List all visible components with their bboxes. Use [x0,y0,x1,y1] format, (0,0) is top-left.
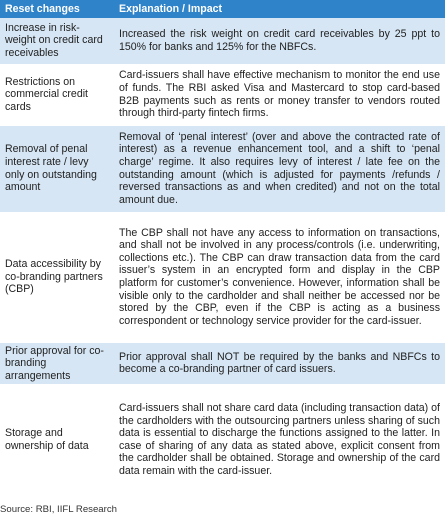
header-reset-changes: Reset changes [0,0,114,18]
source-note: Source: RBI, IIFL Research [0,504,117,515]
impact-cell: Card-issuers shall not share card data (including transaction data) of the cardholders with the outsourcing partners unless sharing of such data is essential to discharge the functions assigned to the latter. In case of sharing of any data as stated above, explicit consent from the cardholder shall be obtained. Storage and ownership of the card data remain with the card-issuer. [114,385,445,495]
impact-cell: The CBP shall not have any access to information on transactions, and shall not be involved in any process/controls (i.e. underwriting, collections etc.). The CBP can draw transaction data from the card issuer’s system in an encrypted form and display in the CBP platform for customer’s convenience. However, information shall be visible only to the cardholder and shall neither be accessed nor be stored by the CBP, even if the CBP is acting as a business correspondent or technology service provider for the card-issuer. [114,212,445,342]
reset-change-cell: Increase in risk-weight on credit card receivables [0,18,114,64]
table-row [0,18,445,64]
impact-cell: Prior approval shall NOT be required by the banks and NBFCs to become a co-branding partner of card issuers. [114,342,445,385]
reset-change-cell: Removal of penal interest rate / levy only on outstanding amount [0,125,114,212]
reset-change-cell: Data accessibility by co-branding partners (CBP) [0,212,114,342]
table-row [0,125,445,212]
table-row [0,385,445,495]
reset-change-cell: Restrictions on commercial credit cards [0,64,114,125]
table-row [0,342,445,385]
reset-change-cell: Storage and ownership of data [0,385,114,495]
impact-cell: Removal of ‘penal interest’ (over and above the contracted rate of interest) as a revenue enhancement tool, and a shift to ‘penal charge’ regime. It also requires levy of interest / late fee on the outstanding amount (which is adjusted for payments /refunds / reversed transactions as and when credited) and not on the total amount due. [114,125,445,212]
impact-cell: Increased the risk weight on credit card receivables by 25 ppt to 150% for banks and 125% for the NBFCs. [114,18,445,64]
reset-change-cell: Prior approval for co-branding arrangements [0,342,114,385]
impact-cell: Card-issuers shall have effective mechanism to monitor the end use of funds. The RBI asked Visa and Mastercard to stop card-based B2B payments such as rents or money transfer to vendors routed through third-party fintech firms. [114,64,445,125]
table-row [0,212,445,342]
header-explanation-impact: Explanation / Impact [114,0,445,18]
table-row [0,64,445,125]
table-header-row [0,0,445,18]
